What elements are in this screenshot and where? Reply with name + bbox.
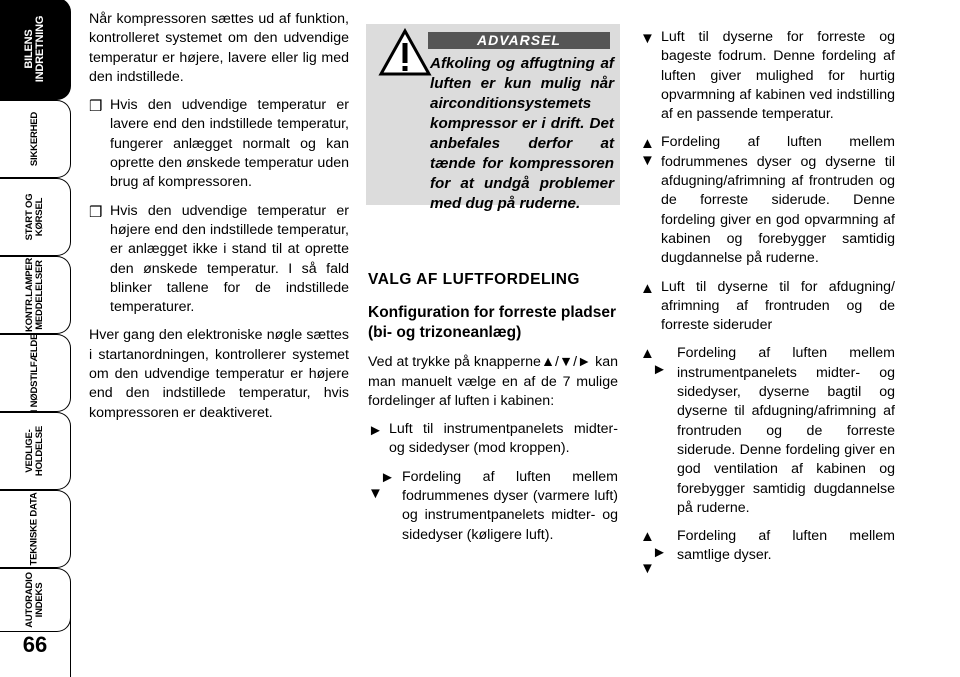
arrow-up-icon: ▲: [640, 345, 655, 363]
chapter-sidebar: [0, 0, 78, 677]
arrow-down-icon: ▼: [559, 354, 574, 371]
list-item: [640, 344, 895, 518]
arrow-down-icon: ▼: [640, 560, 655, 578]
arrow-up-icon: ▲: [640, 135, 655, 153]
list-item: [89, 202, 349, 318]
tab-autoradio-indeks[interactable]: [0, 568, 71, 632]
list-item: [640, 133, 895, 268]
column-2: [368, 270, 618, 545]
tab-label: TEKNISKE DATA: [29, 492, 40, 566]
list-item-text: Luft til instrumentpanelets midter- og sidedyser (mod kroppen).: [389, 421, 618, 457]
list-item-text: Fordeling af luften mellem instrumentpanelets midter- og sidedyser, dyserne bagtil og dyserne til afdugning/afrimning af frontruden og de forreste siderude. Denne fordeling giver en god ventilation af kabinen og forebygger samtidig dugdannelse på ruderne.: [677, 345, 895, 516]
list-item: [640, 278, 895, 336]
arrow-right-icon: ►: [577, 354, 592, 371]
tab-kontrollamper[interactable]: [0, 256, 71, 334]
arrow-down-icon: ▼: [640, 152, 655, 170]
warning-box: [366, 24, 620, 212]
arrow-right-icon: ►: [652, 361, 667, 379]
paragraph: Når kompressoren sættes ud af funktion, kontrolleret systemet om den udvendige temperatur er højere, lavere eller lig med den indstillede.: [89, 11, 349, 85]
tab-vedligeholdelse[interactable]: [0, 412, 71, 490]
tab-label: VEDLIGE- HOLDELSE: [24, 425, 45, 477]
checkbox-icon: ❒: [89, 98, 103, 116]
arrow-up-icon: ▲: [640, 528, 655, 546]
tab-label: AUTORADIO INDEKS: [24, 572, 45, 628]
tab-label: START OG KØRSEL: [24, 193, 45, 241]
warning-body: Afkoling og affugtning af luften er kun mulig når airconditionsystemets kompressor er i drift. Det anbefales derfor at tænde for kompressoren for at undgå problemer med dug på ruderne.: [430, 55, 614, 212]
warning-text: [372, 54, 614, 214]
arrow-down-icon: ▼: [640, 30, 655, 47]
list-item: [640, 527, 895, 578]
list-item-text: Fordeling af luften mellem fodrummenes dyser og dyserne til afdugning/afrimning af frontruden og de forreste siderude. Denne fordeling giver en god opvarmning af kabinen og forebygger samtidig dugdannelse på ruderne.: [661, 134, 895, 267]
paragraph: Ved at trykke på knapperne▲/▼/► kan man manuelt vælge en af de 7 mulige fordelinger af luften i kabinen:: [368, 354, 619, 409]
column-3: [640, 28, 895, 578]
tab-sikkerhed[interactable]: [0, 100, 71, 178]
arrow-right-icon: ►: [652, 544, 667, 562]
list-item-text: Luft til dyserne for forreste og bageste fodrum. Denne fordeling af luften giver mulighed for hurtig opvarmning af kabinen ved indstilling af en passende temperatur.: [661, 29, 895, 123]
list-item-text: Hvis den udvendige temperatur er højere end den indstillede temperatur, er anlægget ikke i stand til at oprette den ønskede temperatur. I så fald blinker tallene for de indstillede temperaturer.: [110, 202, 349, 316]
intro-text: kan man manuelt vælge en af de 7 mulige fordelinger af luften i kabinen:: [368, 354, 619, 409]
list-item-text: Fordeling af luften mellem fodrummenes dyser (varmere luft) og instrumentpanelets midter- og sidedyser (køligere luft).: [402, 468, 618, 543]
list-item: [368, 420, 618, 459]
checkbox-icon: ❒: [89, 203, 103, 221]
divider: [70, 612, 71, 677]
tab-i-nodstilfaelde[interactable]: [0, 334, 71, 412]
list-item-text: Hvis den udvendige temperatur er lavere end den indstillede temperatur, fungerer anlægget normalt og kan oprette den ønskede temperatur uden brug af kompressoren.: [110, 97, 349, 191]
tab-label: I NØDSTILFÆLDE: [29, 333, 41, 413]
tab-bilens-indretning[interactable]: [0, 0, 71, 100]
warning-header: ADVARSEL: [428, 32, 610, 49]
tab-label: KONTR.LAMPER MEDDELELSER: [24, 257, 45, 332]
arrow-up-icon: ▲: [540, 354, 556, 371]
tab-label: BILENS INDRETNING: [23, 15, 46, 83]
arrow-down-icon: ▼: [368, 484, 383, 502]
page-number: 66: [22, 632, 48, 657]
intro-text: Ved at trykke på knapperne: [368, 354, 541, 371]
list-item: [89, 96, 349, 192]
list-item-text: Luft til dyserne til for afdugning/ afrimning af frontruden og de forreste sideruder: [661, 278, 895, 334]
tab-start-og-korsel[interactable]: [0, 178, 71, 256]
column-1: [89, 10, 349, 423]
section-heading: VALG AF LUFTFORDELING: [368, 271, 580, 288]
list-item: [640, 28, 895, 124]
arrow-right-icon: ►: [380, 468, 395, 486]
paragraph: Hver gang den elektroniske nøgle sættes i startanordningen, kontrollerer systemet om den udvendige temperatur er højere end den indstillede temperatur, hvis kompressoren er deaktiveret.: [89, 327, 349, 421]
tab-tekniske-data[interactable]: [0, 490, 71, 568]
list-item-text: Fordeling af luften mellem samtlige dyser.: [677, 528, 895, 564]
arrow-up-icon: ▲: [640, 279, 655, 297]
list-item: [368, 468, 618, 545]
arrow-right-icon: ►: [368, 422, 383, 440]
tab-label: SIKKERHED: [29, 111, 40, 167]
subsection-heading: Konfiguration for forreste pladser (bi- og trizoneanlæg): [368, 304, 617, 342]
